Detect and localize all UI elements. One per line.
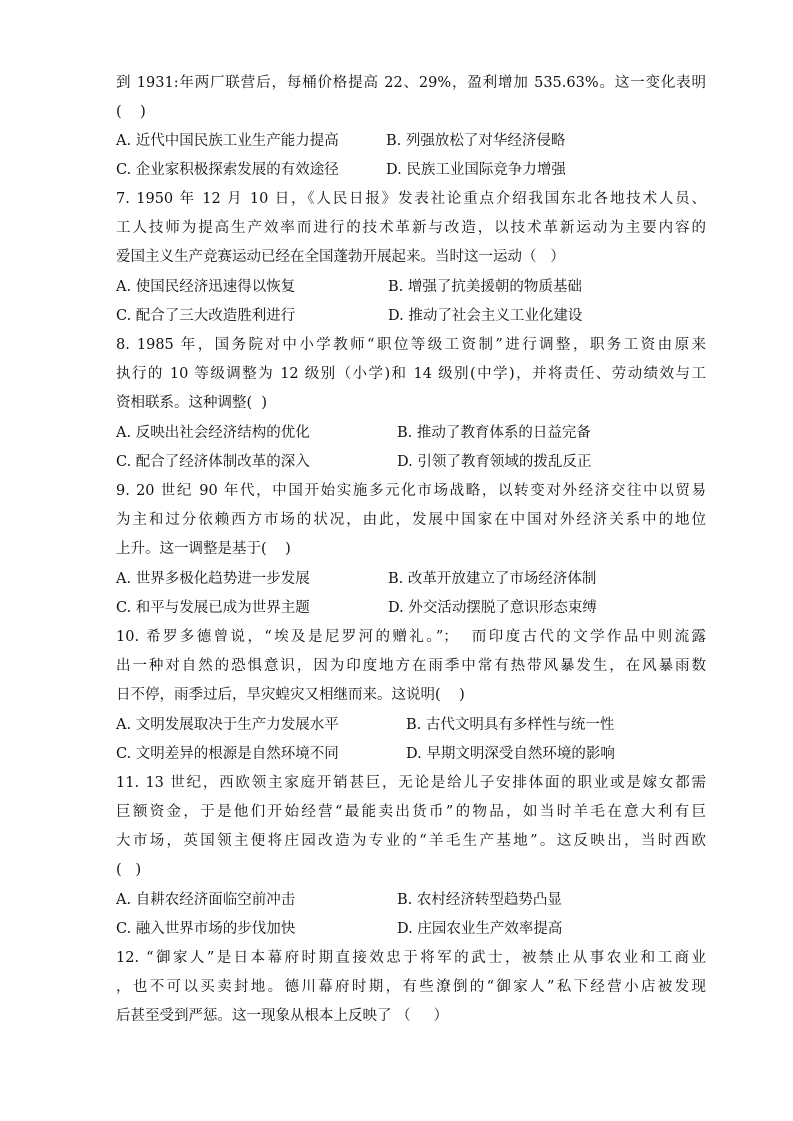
q10-stem-line-3: 日不停，雨季过后，旱灾蝗灾又相继而来。这说明( ) [116,687,465,703]
q6-stem-line-1: 到 1931:年两厂联营后，每桶价格提高 22、29%，盈利增加 535.63%。这一变化表明 [116,75,706,91]
q9-option-b: B. 改革开放建立了市场经济体制 [388,571,597,587]
q7-stem-line-3: 爱国主义生产竞赛运动已经在全国蓬勃开展起来。当时这一运动（ ） [116,249,565,265]
q11-stem-line-2: 巨额资金，于是他们开始经营“最能卖出货币”的物品，如当时羊毛在意大利有巨 [116,804,706,820]
q9-stem-line-2: 为主和过分依赖西方市场的状况，由此，发展中国家在中国对外经济关系中的地位 [116,512,706,528]
q10-option-c: C. 文明差异的根源是自然环境不同 [116,746,339,762]
q10-option-b: B. 古代文明具有多样性与统一性 [406,717,615,733]
q10-stem-line-2: 出一种对自然的恐惧意识，因为印度地方在雨季中常有热带风暴发生，在风暴雨数 [116,658,706,674]
q10-stem-line-1: 10. 希罗多德曾说，“埃及是尼罗河的赠礼。”； 而印度古代的文学作品中则流露 [116,629,706,645]
q8-option-d: D. 引领了教育领域的拨乱反正 [397,454,592,470]
q8-stem-line-1: 8. 1985 年，国务院对中小学教师“职位等级工资制”进行调整，职务工资由原来 [116,337,706,353]
q11-option-b: B. 农村经济转型趋势凸显 [397,892,562,908]
q7-stem-line-2: 工人技师为提高生产效率而进行的技术革新与改造，以技术革新运动为主要内容的 [116,220,706,236]
q8-option-b: B. 推动了教育体系的日益完备 [397,425,591,441]
q7-option-b: B. 增强了抗美援朝的物质基础 [388,279,582,295]
q6-stem-line-2: ( ) [116,104,146,120]
q7-option-a: A. 使国民经济迅速得以恢复 [116,279,296,295]
q6-option-c: C. 企业家积极探索发展的有效途径 [116,162,339,178]
q8-option-c: C. 配合了经济体制改革的深入 [116,454,310,470]
q11-option-d: D. 庄园农业生产效率提高 [397,921,563,937]
q6-option-d: D. 民族工业国际竞争力增强 [386,162,566,178]
q11-option-c: C. 融入世界市场的步伐加快 [116,921,296,937]
q7-option-d: D. 推动了社会主义工业化建设 [388,308,583,324]
q12-stem-line-1: 12. “御家人”是日本幕府时期直接效忠于将军的武士，被禁止从事农业和工商业 [116,950,706,966]
q9-option-c: C. 和平与发展已成为世界主题 [116,600,310,616]
q8-stem-line-2: 执行的 10 等级调整为 12 级别（小学)和 14 级别(中学)，并将责任、劳动绩效与工 [116,366,706,382]
q8-stem-line-3: 资相联系。这种调整( ) [116,395,268,411]
q9-stem-line-3: 上升。这一调整是基于( ) [116,541,291,557]
q11-stem-line-1: 11. 13 世纪，西欧领主家庭开销甚巨，无论是给儿子安排体面的职业或是嫁女都需 [116,775,706,791]
q9-stem-line-1: 9. 20 世纪 90 年代，中国开始实施多元化市场战略，以转变对外经济交往中以贸易 [116,483,706,499]
q11-option-a: A. 自耕农经济面临空前冲击 [116,892,296,908]
q6-option-a: A. 近代中国民族工业生产能力提高 [116,133,339,149]
q7-stem-line-1: 7. 1950 年 12 月 10 日，《人民日报》发表社论重点介绍我国东北各地技术人员、 [116,191,706,207]
q9-option-a: A. 世界多极化趋势进一步发展 [116,571,310,587]
q11-stem-line-4: ( ) [116,862,142,878]
q12-stem-line-3: 后甚至受到严惩。这一现象从根本上反映了 （ ） [116,1008,449,1024]
q7-option-c: C. 配合了三大改造胜利进行 [116,308,296,324]
q11-stem-line-3: 大市场，英国领主便将庄园改造为专业的“羊毛生产基地”。这反映出，当时西欧 [116,833,706,849]
q9-option-d: D. 外交活动摆脱了意识形态束缚 [388,600,597,616]
q6-option-b: B. 列强放松了对华经济侵略 [386,133,566,149]
q10-option-a: A. 文明发展取决于生产力发展水平 [116,717,339,733]
q10-option-d: D. 早期文明深受自然环境的影响 [406,746,615,762]
q8-option-a: A. 反映出社会经济结构的优化 [116,425,310,441]
q12-stem-line-2: ，也不可以买卖封地。德川幕府时期，有些潦倒的“御家人”私下经营小店被发现 [116,979,706,995]
